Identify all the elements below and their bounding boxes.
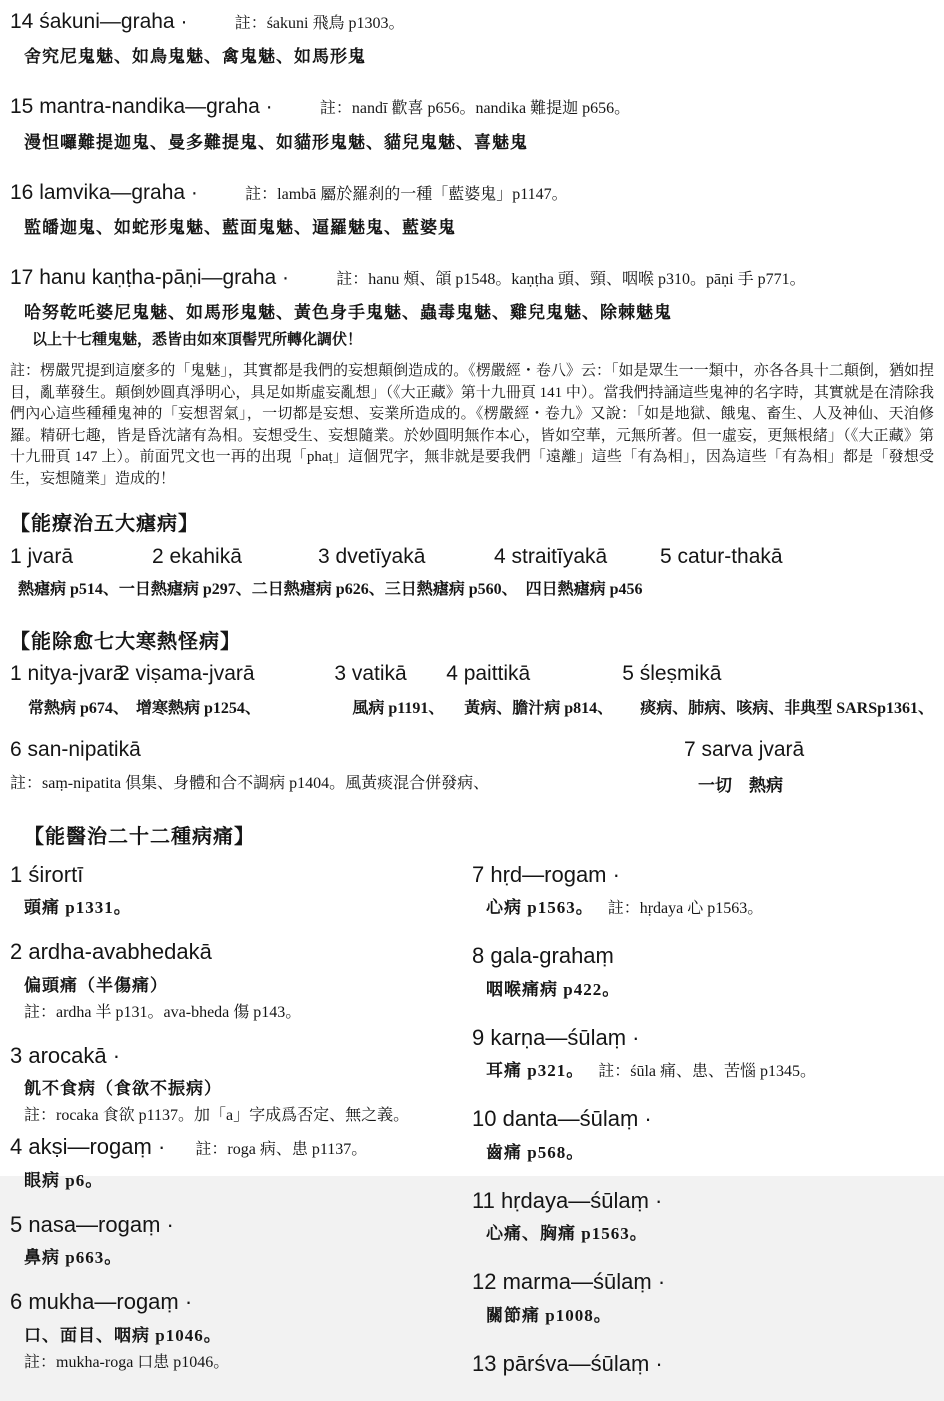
fever-term: 1 jvarā (10, 544, 74, 568)
graha-note: 註：hanu 頰、頜 p1548。kaṇṭha 頭、頸、咽喉 p310。pāṇi 手 p771。 (336, 270, 806, 288)
pain-item-2 (10, 938, 472, 1022)
pain-column-right (472, 861, 934, 1401)
cold-term: 1 nitya-jvarā (10, 661, 125, 685)
graha-summary: 以上十七種鬼魅，悉皆由如來頂髻咒所轉化調伏！ (32, 332, 363, 348)
disease-term: 8 gala-grahaṃ (472, 943, 614, 969)
pain-item-13 (472, 1350, 934, 1378)
cold-def: 黃病、膽汁病 p814、 (464, 699, 614, 717)
disease-gloss: 鼻病 p663。 (24, 1248, 123, 1268)
cold-term: 4 paittikā (446, 661, 531, 685)
disease-term: 2 ardha-avabhedakā (10, 939, 212, 965)
graha-note: 註：śakuni 飛鳥 p1303。 (234, 15, 405, 32)
pain-head (10, 1288, 472, 1316)
disease-gloss: 眼病 p6。 (24, 1170, 104, 1190)
pain-item-3 (10, 1042, 472, 1126)
cold-term: 2 viṣama-jvarā (118, 661, 255, 685)
disease-gloss: 耳痛 p321。 (486, 1061, 585, 1081)
cold-item-7 (684, 738, 934, 796)
pain-item-7 (472, 861, 934, 919)
cold-terms-row (10, 662, 934, 718)
disease-term: 9 karṇa—śūlaṃ · (472, 1024, 640, 1050)
cold-def: 一切 熱病 (698, 775, 783, 795)
pain-item-1 (10, 861, 472, 919)
note-line: 註：rocaka 食欲 p1137。加「a」字成爲否定、無之義。 (24, 1107, 410, 1125)
pain-gloss (472, 1138, 934, 1163)
pain-head (472, 1105, 934, 1133)
graha-item-15 (10, 93, 934, 152)
cold-extra-row (10, 738, 934, 796)
cold-column (334, 662, 446, 718)
pain-heading: 【能醫治二十二種病痛】 (24, 825, 255, 848)
pain-head (10, 1211, 472, 1239)
graha-list (10, 8, 934, 349)
fever-definitions: 熱瘧病 p514、一日熱瘧病 p297、二日熱瘧病 p626、三日熱瘧病 p560、 四日熱瘧病 p456 (18, 580, 643, 598)
pain-head (472, 861, 934, 889)
disease-term: 3 arocakā · (10, 1042, 121, 1068)
disease-gloss: 飢不食病（食欲不振病） (24, 1079, 222, 1099)
fever-term: 4 straitīyakā (494, 544, 608, 568)
disease-term: 6 mukha—rogaṃ · (10, 1289, 193, 1315)
graha-term: 14 śakuni—graha · (10, 10, 188, 33)
graha-term: 16 lamvika—graha · (10, 180, 198, 204)
cold-column (118, 662, 334, 718)
cold-note: 註：saṃ-nipatita 倶集、身體和合不調病 p1404。風黃痰混合併發病、 (10, 774, 490, 792)
pain-head (472, 1350, 934, 1378)
pain-head (10, 938, 472, 966)
fever-term: 3 dvetīyakā (318, 544, 426, 568)
disease-gloss: 口、面目、咽病 p1046。 (24, 1325, 222, 1345)
fever-term: 5 catur-thakā (660, 544, 783, 568)
disease-term: 13 pārśva—śūlaṃ · (472, 1350, 663, 1376)
pain-gloss (10, 1074, 472, 1099)
pain-head (472, 1268, 934, 1296)
fever-term: 2 ekahikā (152, 544, 242, 568)
graha-item-16 (10, 179, 934, 238)
note-line: 註：ardha 半 p131。ava-bheda 傷 p143。 (24, 1003, 302, 1021)
cold-heading: 【能除愈七大寒熱怪病】 (10, 630, 241, 653)
graha-term: 15 mantra-nandika—graha · (10, 95, 273, 119)
graha-gloss: 漫怛囉難提迦鬼、曼多難提鬼、如貓形鬼魅、貓兒鬼魅、喜魅鬼 (24, 132, 528, 152)
graha-note: 註：nandī 歡喜 p656。nandika 難提迦 p656。 (319, 100, 631, 118)
cold-item-6 (10, 738, 489, 796)
cold-term: 6 san-nipatikā (10, 737, 141, 761)
pain-gloss (10, 1243, 472, 1268)
pain-item-11 (472, 1187, 934, 1245)
disease-term: 12 marma—śūlaṃ · (472, 1269, 666, 1295)
pain-gloss (10, 971, 472, 996)
graha-head (10, 8, 934, 35)
disease-gloss: 心痛、胸痛 p1563。 (486, 1224, 648, 1244)
pain-gloss (472, 1056, 934, 1081)
cold-def: 風病 p1191、 (352, 699, 445, 717)
disease-gloss: 頭痛 p1331。 (24, 898, 132, 918)
disease-term: 1 śirortī (10, 861, 84, 887)
graha-head (10, 93, 934, 120)
cold-term: 5 śleṣmikā (622, 661, 722, 685)
pain-item-10 (472, 1105, 934, 1163)
graha-note: 註：lambā 屬於羅刹的一種「藍婆鬼」p1147。 (245, 185, 568, 203)
graha-item-14 (10, 8, 934, 67)
pain-item-4 (10, 1133, 472, 1191)
disease-gloss: 心病 p1563。 (486, 898, 594, 918)
disease-gloss: 齒痛 p568。 (486, 1142, 585, 1162)
disease-gloss: 關節痛 p1008。 (486, 1305, 612, 1325)
commentary-paragraph: 註：楞嚴咒提到這麼多的「鬼魅」，其實都是我們的妄想顛倒造成的。《楞嚴經・卷八》云：「如是眾生一一類中，亦各各具十二顛倒，猶如捏目，亂華發生。顛倒妙圓真淨明心，具足如斯虛妄亂想」（《大正藏》第十九冊頁 141 中）。當我們持誦這些鬼神的名字時，其實就是在清除我們內心這些種種鬼神的「妄想習氣」，一切都是妄想、妄業所造成的。《楞嚴經・卷九》又說：「如是地獄、餓鬼、畜生、人及神仙、天洎修羅。精研七趣，皆是昏沈諸有為相。妄想受生、妄想隨業。於妙圓明無作本心，皆如空華，元無所著。但一虛妄，更無根緒」（《大正藏》第十九冊頁 147 上）。前面咒文也一再的出現「phaṭ」這個咒字，無非就是要我們「遠離」這些「有為相」，因為這些「有為相」都是「發想受生，妄想隨業」造成的！ (10, 363, 934, 487)
cold-term: 3 vatikā (334, 661, 407, 685)
disease-term: 7 hṛd—rogam · (472, 861, 620, 887)
graha-head (10, 264, 934, 291)
fever-terms-row (10, 545, 934, 569)
fever-heading: 【能療治五大瘧病】 (10, 512, 199, 535)
pain-columns (10, 861, 934, 1401)
cold-def: 痰病、肺病、咳病、非典型 SARSp1361、 (640, 699, 934, 717)
pain-section (10, 820, 934, 1401)
fever-section (10, 507, 934, 599)
pain-column-left (10, 861, 472, 1401)
pain-head (472, 1024, 934, 1052)
cold-column (10, 661, 129, 718)
pain-gloss (472, 975, 934, 1000)
graha-gloss: 監皤迦鬼、如蛇形鬼魅、藍面鬼魅、逼羅魅鬼、藍婆鬼 (24, 217, 456, 237)
graha-gloss: 舍究尼鬼魅、如鳥鬼魅、禽鬼魅、如馬形鬼 (24, 47, 366, 67)
note-text: 註：roga 病、患 p1137。 (195, 1141, 368, 1159)
cold-term: 7 sarva jvarā (684, 737, 805, 761)
graha-gloss: 哈努乾吒婆尼鬼魅、如馬形鬼魅、黃色身手鬼魅、蟲毒鬼魅、雞兒鬼魅、除棘魅鬼 (24, 303, 672, 322)
note-line: 註：mukha-roga 口患 p1046。 (24, 1353, 230, 1371)
pain-head (10, 861, 472, 889)
cold-section (10, 625, 934, 796)
disease-term: 11 hṛdaya—śūlaṃ · (472, 1187, 663, 1213)
disease-term: 5 nasa—rogaṃ · (10, 1211, 174, 1237)
pain-item-9 (472, 1024, 934, 1082)
cold-column (446, 662, 622, 718)
graha-item-17 (10, 264, 934, 349)
pain-gloss (472, 893, 934, 918)
pain-gloss (472, 1219, 934, 1244)
disease-term: 10 danta—śūlaṃ · (472, 1106, 652, 1132)
pain-head (472, 942, 934, 970)
pain-head (472, 1187, 934, 1215)
disease-gloss: 偏頭痛（半傷痛） (24, 975, 168, 995)
note-text: 註：hṛdaya 心 p1563。 (607, 900, 764, 918)
graha-term: 17 hanu kaṇṭha-pāṇi—graha · (10, 265, 290, 289)
disease-term: 4 akṣi—rogaṃ · (10, 1134, 166, 1160)
pain-head (10, 1133, 472, 1161)
pain-gloss (10, 1166, 472, 1191)
cold-def: 常熱病 p674、 (28, 699, 129, 717)
graha-head (10, 179, 934, 206)
pain-head (10, 1042, 472, 1070)
note-text: 註：śūla 痛、患、苦惱 p1345。 (598, 1063, 816, 1081)
pain-gloss (10, 1321, 472, 1346)
cold-def: 增寒熱病 p1254、 (136, 699, 261, 717)
pain-item-8 (472, 942, 934, 1000)
pain-gloss (10, 893, 472, 918)
pain-item-5 (10, 1211, 472, 1269)
pain-item-6 (10, 1288, 472, 1372)
pain-item-12 (472, 1268, 934, 1326)
pain-gloss (472, 1301, 934, 1326)
cold-column (622, 662, 934, 718)
disease-gloss: 咽喉痛病 p422。 (486, 979, 621, 999)
